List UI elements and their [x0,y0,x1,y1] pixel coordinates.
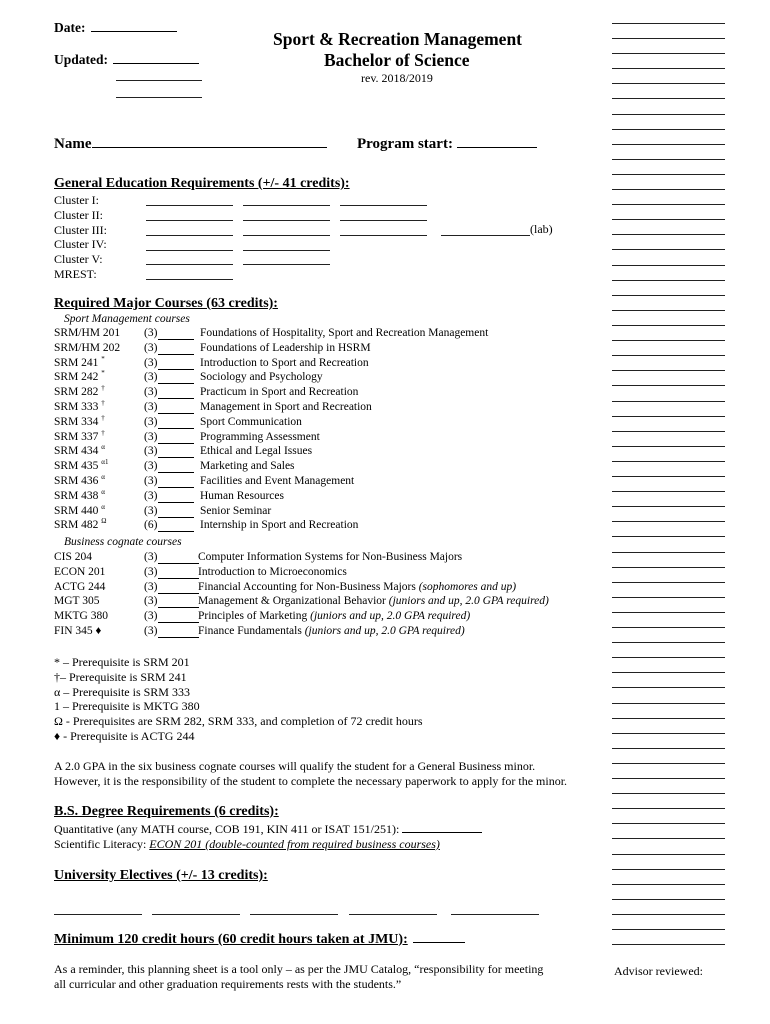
advisor-note-line[interactable] [612,476,725,477]
grade-blank[interactable] [158,578,199,579]
course-code: MGT 305 [54,595,100,608]
advisor-note-line[interactable] [612,98,725,99]
advisor-note-line[interactable] [612,295,725,296]
minimum-credits-blank[interactable] [413,941,465,943]
course-credits: (3) [144,327,158,339]
lab-label: (lab) [530,222,553,236]
advisor-note-line[interactable] [612,265,725,266]
advisor-note-line[interactable] [612,204,725,205]
advisor-note-line[interactable] [612,401,725,402]
advisor-note-line[interactable] [612,144,725,145]
course-title: Management & Organizational Behavior (juniors and up, 2.0 GPA required) [198,595,549,608]
course-code: SRM 435 $^{\alpha 1}$ [54,458,109,473]
advisor-note-line[interactable] [612,370,725,371]
course-credits: (3) [144,460,158,473]
bs-heading: B.S. Degree Requirements (6 credits): [54,804,279,819]
course-credits: (3) [144,504,158,517]
course-title: Finance Fundamentals (juniors and up, 2.0 GPA required) [198,625,465,637]
sport-courses-subheading: Sport Management courses [64,313,190,325]
grade-blank[interactable] [158,383,194,384]
reminder-note: As a reminder, this planning sheet is a tool only – as per the JMU Catalog, “responsibility for meeting all curricular and other graduation requirements rests with the students.” [54,962,544,991]
advisor-note-line[interactable] [612,446,725,447]
elective-blank-2[interactable] [152,914,240,915]
advisor-note-line[interactable] [612,808,725,809]
advisor-reviewed-label: Advisor reviewed: [614,964,703,978]
course-prereq-mark: α [101,487,105,496]
course-note: (juniors and up, 2.0 GPA required) [304,625,465,637]
course-prereq-mark: α [101,443,105,452]
advisor-note-line[interactable] [612,657,725,658]
cluster-3-label: Cluster III: [54,222,107,237]
course-prereq-mark: α1 [101,458,109,467]
footnotes [54,655,423,744]
cluster-1-label: Cluster I: [54,193,99,207]
date-blank[interactable] [91,30,177,32]
course-prereq-mark: * [101,354,105,363]
course-code: SRM 337 † [54,428,105,443]
advisor-note-line[interactable] [612,884,725,885]
grade-blank[interactable] [158,637,199,638]
course-code: SRM/HM 201 [54,327,121,339]
advisor-note-line[interactable] [612,672,725,673]
grade-blank[interactable] [158,517,194,518]
cluster-2-blank-b[interactable] [243,220,330,221]
cluster-2-blank-a[interactable] [146,220,233,221]
cluster-1-blank-a[interactable] [146,205,233,206]
advisor-note-line[interactable] [612,718,725,719]
course-title: Human Resources [200,489,284,502]
cluster-4-label: Cluster IV: [54,237,107,252]
mrest-label: MREST: [54,266,97,281]
cluster-labels [54,193,107,282]
program-start-blank[interactable] [457,146,537,148]
date-field[interactable]: Date: [54,20,177,36]
gpa-note: A 2.0 GPA in the six business cognate courses will qualify the student for a General Business minor. However, it is the responsibility of the student to complete the necessary paperwork to apply for the minor. [54,759,568,788]
course-code: SRM 436 $^\alpha$ [54,473,105,487]
advisor-note-line[interactable] [612,899,725,900]
course-credits: (3) [144,580,158,593]
advisor-note-line[interactable] [612,703,725,704]
advisor-note-line[interactable] [612,431,725,432]
advisor-note-line[interactable] [612,793,725,794]
cluster-4-blank-a[interactable] [146,250,233,251]
program-start-field[interactable]: Program start: [357,136,537,153]
course-title: Facilities and Event Management [200,475,355,487]
course-credits: (3) [144,430,158,443]
course-code: ACTG 244 [54,580,106,593]
updated-field[interactable]: Updated: [54,52,199,68]
advisor-note-line[interactable] [612,249,725,250]
course-title: Introduction to Sport and Recreation [200,356,369,369]
quantitative-blank[interactable] [402,831,482,833]
advisor-note-line[interactable] [612,944,725,945]
grade-blank[interactable] [158,443,194,444]
advisor-note-line[interactable] [612,506,725,507]
advisor-note-line[interactable] [612,567,725,568]
course-code: SRM 434 $^\alpha$ [54,443,105,458]
advisor-note-line[interactable] [612,325,725,326]
cluster-3-blank-a[interactable] [146,235,233,236]
advisor-note-line[interactable] [612,778,725,779]
advisor-note-line[interactable] [612,612,725,613]
advisor-note-line[interactable] [612,23,725,24]
course-code: SRM 241 * [54,354,105,369]
grade-blank[interactable] [158,428,194,429]
course-title: Senior Seminar [200,504,272,517]
advisor-note-line[interactable] [612,174,725,175]
advisor-note-line[interactable] [612,219,725,220]
advisor-note-line[interactable] [612,385,725,386]
course-credits: (3) [144,386,158,399]
advisor-note-line[interactable] [612,687,725,688]
course-credits: (3) [144,415,158,428]
cluster-3-blank-c[interactable] [340,235,427,236]
page-title: Sport & Recreation Management [273,29,522,49]
course-credits: (3) [144,401,158,413]
grade-blank[interactable] [158,607,199,608]
advisor-note-line[interactable] [612,53,725,54]
advisor-note-line[interactable] [612,491,725,492]
course-prereq-mark: α [101,473,105,481]
business-courses-subheading: Business cognate courses [64,536,182,548]
course-title: Computer Information Systems for Non-Business Majors [198,551,463,563]
footnote: 1 – Prerequisite is MKTG 380 [54,699,200,714]
grade-blank[interactable] [158,622,199,623]
course-title: Programming Assessment [200,430,320,443]
course-prereq-mark: α [101,502,105,511]
grade-blank[interactable] [158,593,199,594]
minimum-credits[interactable]: Minimum 120 credit hours (60 credit hours taken at JMU): [54,932,465,948]
grade-blank[interactable] [158,369,194,370]
footnote: * – Prerequisite is SRM 201 [54,655,190,669]
advisor-note-line[interactable] [612,355,725,356]
updated-blank-2[interactable] [116,80,202,81]
grade-blank[interactable] [158,487,194,488]
course-title: Foundations of Hospitality, Sport and Recreation Management [200,327,489,339]
name-blank[interactable] [92,146,327,148]
advisor-note-line[interactable] [612,83,725,84]
course-title: Sport Communication [200,415,302,428]
elective-blank-4[interactable] [349,914,437,915]
advisor-note-line[interactable] [612,748,725,749]
course-code: MKTG 380 [54,610,108,623]
course-code: CIS 204 [54,551,93,563]
course-title: Internship in Sport and Recreation [200,519,359,532]
course-credits: (3) [144,445,158,458]
advisor-note-line[interactable] [612,854,725,855]
advisor-note-line[interactable] [612,234,725,235]
footnote: α – Prerequisite is SRM 333 [54,684,190,699]
revision-label: rev. 2018/2019 [361,71,433,85]
advisor-note-line[interactable] [612,189,725,190]
elective-blank-3[interactable] [250,914,338,915]
course-prereq-mark: Ω [101,517,107,526]
course-credits: (3) [144,551,158,563]
footnote: ♦ - Prerequisite is ACTG 244 [54,728,195,743]
grade-blank[interactable] [158,413,194,414]
course-credits: (3) [144,565,158,578]
course-credits: (3) [144,341,158,354]
advisor-note-line[interactable] [612,521,725,522]
course-code: SRM 482 $^\Omega$ [54,517,107,532]
advisor-note-line[interactable] [612,38,725,39]
course-title: Principles of Marketing (juniors and up, 2.0 GPA required) [198,610,471,623]
cluster-1-blank-b[interactable] [243,205,330,206]
course-credits: (3) [144,625,158,637]
footnote: †– Prerequisite is SRM 241 [54,669,187,684]
course-title: Foundations of Leadership in HSRM [200,341,371,354]
name-field[interactable]: Name [54,136,327,153]
grade-blank[interactable] [158,531,194,532]
course-title: Financial Accounting for Non-Business Majors (sophomores and up) [198,580,517,593]
cluster-2-blank-c[interactable] [340,220,427,221]
advisor-note-line[interactable] [612,461,725,462]
grade-blank[interactable] [158,398,194,399]
advisor-note-line[interactable] [612,310,725,311]
grade-blank[interactable] [158,457,194,458]
advisor-note-line[interactable] [612,340,725,341]
grade-blank[interactable] [158,502,194,503]
cluster-3-lab-blank[interactable] [441,235,530,236]
advisor-note-line[interactable] [612,914,725,915]
cluster-5-blank-b[interactable] [243,264,330,265]
gen-ed-heading: General Education Requirements (+/- 41 credits): [54,176,350,191]
course-credits: (3) [144,610,158,623]
course-code: ECON 201 [54,565,106,578]
course-credits: (3) [144,371,158,384]
course-title: Practicum in Sport and Recreation [200,386,359,399]
course-code: SRM/HM 202 [54,341,121,354]
advisor-note-line[interactable] [612,68,725,69]
course-credits: (3) [144,475,158,487]
course-prereq-mark: † [101,384,105,393]
grade-blank[interactable] [158,472,194,473]
course-code: FIN 345 ♦ [54,625,102,637]
advisor-note-line[interactable] [612,582,725,583]
course-prereq-mark: * [101,369,105,378]
advisor-note-line[interactable] [612,823,725,824]
course-title: Introduction to Microeconomics [198,565,347,578]
course-prereq-mark: † [101,428,105,437]
course-title: Management in Sport and Recreation [200,401,372,413]
course-code: SRM 242 * [54,369,105,384]
course-prereq-mark: † [101,399,105,407]
advisor-note-line[interactable] [612,280,725,281]
course-title: Marketing and Sales [200,460,295,473]
advisor-note-line[interactable] [612,929,725,930]
cluster-1-blank-c[interactable] [340,205,427,206]
course-credits: (3) [144,595,158,608]
grade-blank[interactable] [158,354,194,355]
footnote: Ω - Prerequisites are SRM 282, SRM 333, and completion of 72 credit hours [54,714,423,729]
course-code: SRM 333 † [54,399,105,413]
page-subtitle: Bachelor of Science [324,50,470,70]
advisor-note-line[interactable] [612,733,725,734]
course-title: Sociology and Psychology [200,371,323,384]
course-code: SRM 438 $^\alpha$ [54,487,105,502]
cluster-3-blank-b[interactable] [243,235,330,236]
advisor-note-line[interactable] [612,763,725,764]
advisor-note-line[interactable] [612,869,725,870]
course-note: (sophomores and up) [418,580,517,593]
course-credits: (3) [144,489,158,502]
elective-blank-1[interactable] [54,914,142,915]
scientific-literacy: Scientific Literacy: ECON 201 (double-counted from required business courses) [54,837,440,851]
cluster-5-label: Cluster V: [54,252,103,267]
major-heading: Required Major Courses (63 credits): [54,296,278,311]
advisor-note-line[interactable] [612,597,725,598]
cluster-2-label: Cluster II: [54,207,103,222]
electives-heading: University Electives (+/- 13 credits): [54,868,268,883]
mrest-blank[interactable] [146,279,233,280]
quantitative-field[interactable]: Quantitative (any MATH course, COB 191, KIN 411 or ISAT 151/251): [54,822,482,837]
course-title: Ethical and Legal Issues [200,445,313,458]
cluster-5-blank-a[interactable] [146,264,233,265]
advisor-note-line[interactable] [612,838,725,839]
advisor-note-line[interactable] [612,642,725,643]
course-credits: (3) [144,356,158,369]
advisor-note-line[interactable] [612,536,725,537]
course-note: (juniors and up, 2.0 GPA required) [388,595,549,608]
advisor-note-line[interactable] [612,159,725,160]
course-code: SRM 282 † [54,384,105,399]
advisor-note-line[interactable] [612,114,725,115]
elective-blank-5[interactable] [451,914,539,915]
advisor-note-line[interactable] [612,552,725,553]
course-code: SRM 334 † [54,413,105,428]
updated-blank-3[interactable] [116,97,202,98]
advisor-note-line[interactable] [612,129,725,130]
grade-blank[interactable] [158,339,194,340]
course-credits: (6) [144,519,158,532]
course-note: (juniors and up, 2.0 GPA required) [310,610,471,623]
updated-blank[interactable] [113,62,199,64]
cluster-4-blank-b[interactable] [243,250,330,251]
advisor-note-line[interactable] [612,416,725,417]
advisor-note-line[interactable] [612,627,725,628]
course-code: SRM 440 $^\alpha$ [54,502,105,517]
grade-blank[interactable] [158,563,199,564]
course-prereq-mark: † [101,413,105,422]
